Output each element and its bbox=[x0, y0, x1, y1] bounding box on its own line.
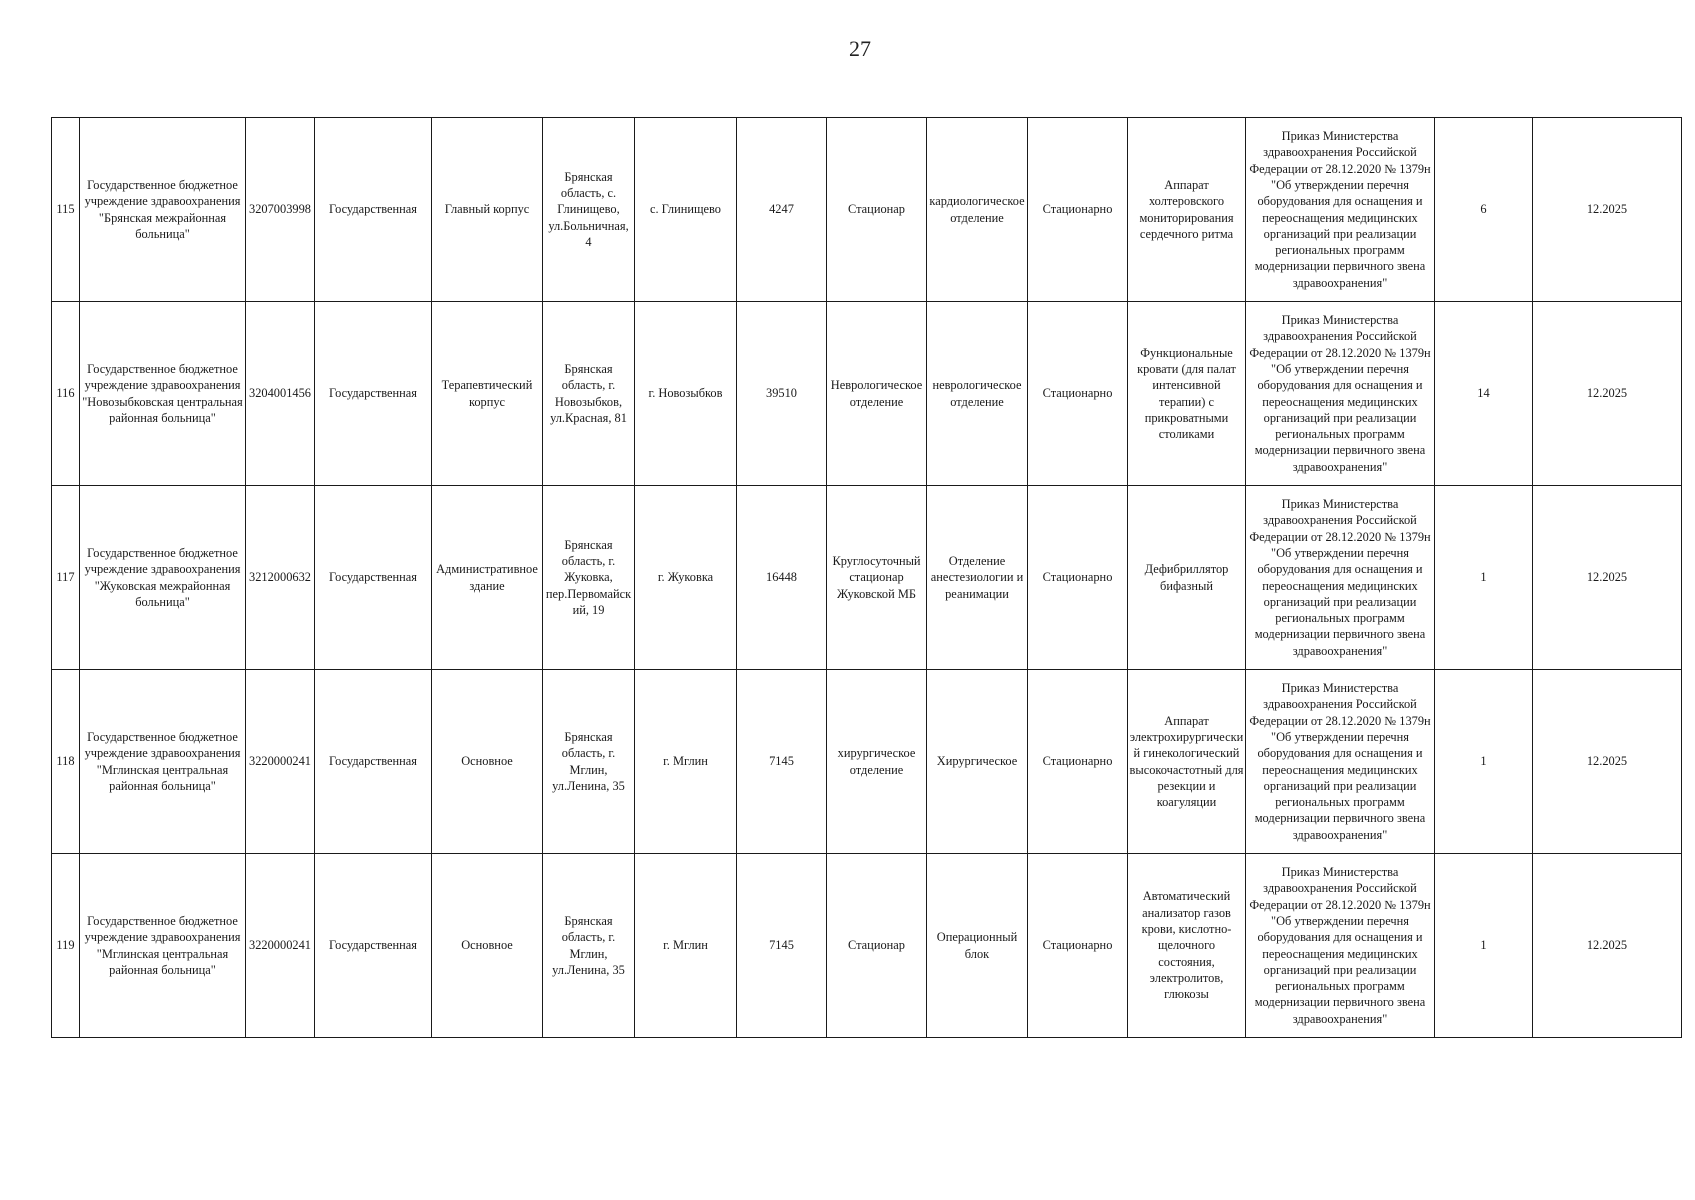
building-name: Административное здание bbox=[432, 486, 543, 670]
table-row bbox=[52, 486, 1682, 670]
organization-inn: 3204001456 bbox=[246, 302, 315, 486]
organization-inn: 3220000241 bbox=[246, 670, 315, 854]
locality: г. Новозыбков bbox=[635, 302, 737, 486]
organization-name: Государственное бюджетное учреждение здравоохранения "Брянская межрайонная больница" bbox=[80, 118, 246, 302]
equipment-name: Дефибриллятор бифазный bbox=[1128, 486, 1246, 670]
ownership-form: Государственная bbox=[315, 486, 432, 670]
address: Брянская область, г. Новозыбков, ул.Красная, 81 bbox=[543, 302, 635, 486]
care-form: Стационарно bbox=[1028, 118, 1128, 302]
delivery-date: 12.2025 bbox=[1533, 670, 1682, 854]
delivery-date: 12.2025 bbox=[1533, 302, 1682, 486]
organization-inn: 3220000241 bbox=[246, 854, 315, 1038]
locality-code: 39510 bbox=[737, 302, 827, 486]
care-form: Стационарно bbox=[1028, 854, 1128, 1038]
row-number: 118 bbox=[52, 670, 80, 854]
quantity: 6 bbox=[1435, 118, 1533, 302]
unit-name: Стационар bbox=[827, 118, 927, 302]
unit-name: хирургическое отделение bbox=[827, 670, 927, 854]
unit-name: Неврологическое отделение bbox=[827, 302, 927, 486]
quantity: 1 bbox=[1435, 670, 1533, 854]
department-name: Хирургическое bbox=[927, 670, 1028, 854]
organization-inn: 3212000632 bbox=[246, 486, 315, 670]
locality-code: 7145 bbox=[737, 854, 827, 1038]
row-number: 115 bbox=[52, 118, 80, 302]
regulatory-document: Приказ Министерства здравоохранения Российской Федерации от 28.12.2020 № 1379н "Об утверждении перечня оборудования для оснащения и переоснащения медицинских организаций при реализации региональных программ модернизации первичного звена здравоохранения" bbox=[1246, 486, 1435, 670]
locality-code: 16448 bbox=[737, 486, 827, 670]
quantity: 14 bbox=[1435, 302, 1533, 486]
organization-name: Государственное бюджетное учреждение здравоохранения "Мглинская центральная районная больница" bbox=[80, 854, 246, 1038]
department-name: Операционный блок bbox=[927, 854, 1028, 1038]
ownership-form: Государственная bbox=[315, 670, 432, 854]
regulatory-document: Приказ Министерства здравоохранения Российской Федерации от 28.12.2020 № 1379н "Об утверждении перечня оборудования для оснащения и переоснащения медицинских организаций при реализации региональных программ модернизации первичного звена здравоохранения" bbox=[1246, 118, 1435, 302]
care-form: Стационарно bbox=[1028, 670, 1128, 854]
organization-name: Государственное бюджетное учреждение здравоохранения "Новозыбковская центральная районная больница" bbox=[80, 302, 246, 486]
quantity: 1 bbox=[1435, 854, 1533, 1038]
locality: с. Глинищево bbox=[635, 118, 737, 302]
equipment-name: Аппарат электрохирургический гинекологический высокочастотный для резекции и коагуляции bbox=[1128, 670, 1246, 854]
department-name: Отделение анестезиологии и реанимации bbox=[927, 486, 1028, 670]
locality-code: 4247 bbox=[737, 118, 827, 302]
locality: г. Мглин bbox=[635, 854, 737, 1038]
table-row bbox=[52, 118, 1682, 302]
row-number: 117 bbox=[52, 486, 80, 670]
page-number: 27 bbox=[849, 36, 871, 61]
unit-name: Стационар bbox=[827, 854, 927, 1038]
address: Брянская область, г. Мглин, ул.Ленина, 35 bbox=[543, 854, 635, 1038]
equipment-name: Автоматический анализатор газов крови, кислотно-щелочного состояния, электролитов, глюкозы bbox=[1128, 854, 1246, 1038]
quantity: 1 bbox=[1435, 486, 1533, 670]
ownership-form: Государственная bbox=[315, 302, 432, 486]
care-form: Стационарно bbox=[1028, 486, 1128, 670]
row-number: 116 bbox=[52, 302, 80, 486]
delivery-date: 12.2025 bbox=[1533, 118, 1682, 302]
ownership-form: Государственная bbox=[315, 118, 432, 302]
unit-name: Круглосуточный стационар Жуковской МБ bbox=[827, 486, 927, 670]
department-name: кардиологическое отделение bbox=[927, 118, 1028, 302]
locality: г. Мглин bbox=[635, 670, 737, 854]
ownership-form: Государственная bbox=[315, 854, 432, 1038]
locality-code: 7145 bbox=[737, 670, 827, 854]
equipment-name: Функциональные кровати (для палат интенсивной терапии) с прикроватными столиками bbox=[1128, 302, 1246, 486]
regulatory-document: Приказ Министерства здравоохранения Российской Федерации от 28.12.2020 № 1379н "Об утверждении перечня оборудования для оснащения и переоснащения медицинских организаций при реализации региональных программ модернизации первичного звена здравоохранения" bbox=[1246, 854, 1435, 1038]
building-name: Главный корпус bbox=[432, 118, 543, 302]
table-row bbox=[52, 302, 1682, 486]
building-name: Основное bbox=[432, 670, 543, 854]
department-name: неврологическое отделение bbox=[927, 302, 1028, 486]
delivery-date: 12.2025 bbox=[1533, 854, 1682, 1038]
address: Брянская область, г. Жуковка, пер.Первомайский, 19 bbox=[543, 486, 635, 670]
table-row bbox=[52, 670, 1682, 854]
building-name: Основное bbox=[432, 854, 543, 1038]
delivery-date: 12.2025 bbox=[1533, 486, 1682, 670]
address: Брянская область, с. Глинищево, ул.Больничная, 4 bbox=[543, 118, 635, 302]
table-row bbox=[52, 854, 1682, 1038]
organization-inn: 3207003998 bbox=[246, 118, 315, 302]
care-form: Стационарно bbox=[1028, 302, 1128, 486]
equipment-name: Аппарат холтеровского мониторирования сердечного ритма bbox=[1128, 118, 1246, 302]
locality: г. Жуковка bbox=[635, 486, 737, 670]
regulatory-document: Приказ Министерства здравоохранения Российской Федерации от 28.12.2020 № 1379н "Об утверждении перечня оборудования для оснащения и переоснащения медицинских организаций при реализации региональных программ модернизации первичного звена здравоохранения" bbox=[1246, 670, 1435, 854]
row-number: 119 bbox=[52, 854, 80, 1038]
equipment-registry-table bbox=[51, 117, 1682, 1038]
building-name: Терапевтический корпус bbox=[432, 302, 543, 486]
address: Брянская область, г. Мглин, ул.Ленина, 35 bbox=[543, 670, 635, 854]
organization-name: Государственное бюджетное учреждение здравоохранения "Жуковская межрайонная больница" bbox=[80, 486, 246, 670]
regulatory-document: Приказ Министерства здравоохранения Российской Федерации от 28.12.2020 № 1379н "Об утверждении перечня оборудования для оснащения и переоснащения медицинских организаций при реализации региональных программ модернизации первичного звена здравоохранения" bbox=[1246, 302, 1435, 486]
organization-name: Государственное бюджетное учреждение здравоохранения "Мглинская центральная районная больница" bbox=[80, 670, 246, 854]
